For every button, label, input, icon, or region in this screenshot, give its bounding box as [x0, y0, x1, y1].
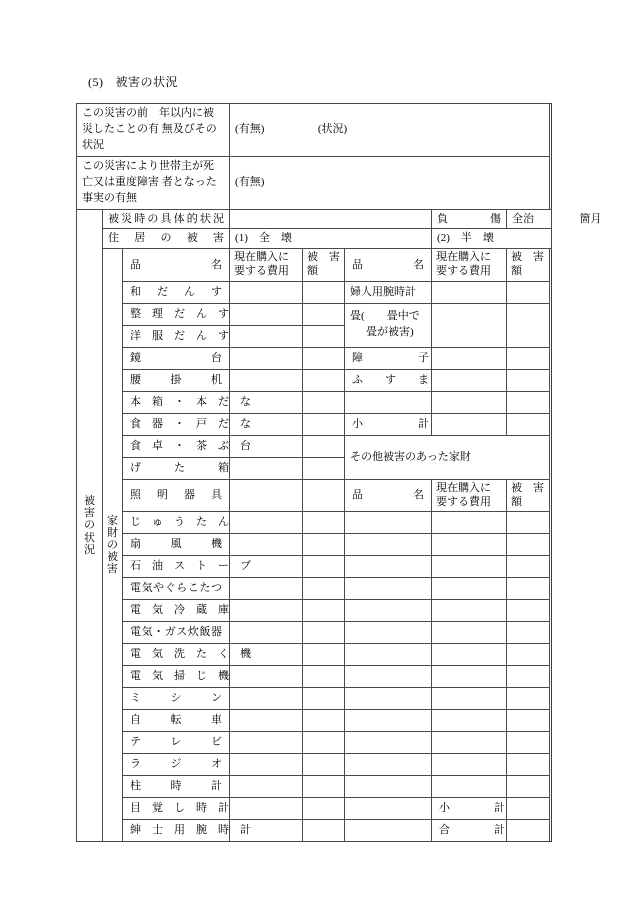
left-item-name-cell — [123, 479, 230, 512]
left-item-cost-cell[interactable] — [230, 347, 303, 369]
row-situation — [77, 209, 552, 229]
left-item-cost-cell[interactable] — [230, 457, 303, 479]
right-blank-name-cell[interactable] — [345, 556, 432, 578]
table-row — [77, 391, 552, 413]
grand-total-label-cell — [432, 820, 507, 842]
left-item-damage-cell[interactable] — [303, 644, 345, 666]
left-item-damage-cell[interactable] — [303, 622, 345, 644]
left-item-name-cell — [123, 776, 230, 798]
right-item-cost-cell[interactable] — [432, 347, 507, 369]
other-household-goods-label: その他被害のあった家財 — [350, 450, 471, 463]
header-left-purchase-cost — [230, 249, 303, 282]
left-item-damage-cell[interactable] — [303, 710, 345, 732]
left-item-cost-cell[interactable] — [230, 754, 303, 776]
left-item-name-cell — [123, 391, 251, 413]
header-right-cost-line1: 現在購入に — [436, 251, 492, 264]
header-right-item-name-text: 品 名 — [352, 258, 425, 271]
left-item-label: げ た 箱 — [130, 461, 229, 474]
left-item-cost-cell[interactable] — [230, 600, 303, 622]
prior-damage-presence: (有無) — [235, 123, 265, 136]
left-item-damage-cell[interactable] — [303, 413, 345, 435]
right-blank-cost-cell[interactable] — [432, 754, 507, 776]
left-item-name-cell — [123, 820, 251, 842]
table-row — [77, 534, 552, 556]
left-item-cost-cell[interactable] — [230, 369, 303, 391]
right-blank-name-cell[interactable] — [345, 688, 432, 710]
death-disability-label-cell — [77, 156, 230, 209]
left-item-cost-cell[interactable] — [230, 512, 303, 534]
left-item-label: 電 気 冷 蔵 庫 — [130, 604, 229, 617]
left-item-name-cell — [123, 369, 230, 391]
right-blank-damage-cell[interactable] — [507, 556, 550, 578]
table-row — [77, 710, 552, 732]
left-item-damage-cell[interactable] — [303, 303, 345, 325]
inner-label-char-3: 被 — [107, 551, 118, 564]
left-item-name-cell — [123, 666, 230, 688]
dwelling-label-cell — [103, 229, 230, 249]
left-item-label: 扇 風 機 — [130, 538, 223, 551]
tatami-label-line2: 畳が被害) — [366, 326, 414, 339]
dwelling-option2: (2) 半 壊 — [437, 232, 494, 245]
left-item-label: テ レ ビ — [130, 736, 223, 749]
left-item-damage-cell[interactable] — [303, 369, 345, 391]
table-row — [77, 666, 552, 688]
recovery-row-inner — [507, 210, 602, 229]
dwelling-option1-cell[interactable] — [230, 229, 432, 249]
right-blank-damage-cell[interactable] — [507, 776, 550, 798]
left-item-label: 整 理 だ ん す — [130, 307, 229, 320]
left-item-label: 電 気 掃 じ 機 — [130, 670, 229, 683]
grand-total-value-cell[interactable] — [507, 820, 550, 842]
left-item-damage-cell[interactable] — [303, 556, 345, 578]
left-item-cost-cell[interactable] — [230, 798, 303, 820]
left-item-damage-cell[interactable] — [303, 578, 345, 600]
left-item-cost-cell[interactable] — [230, 325, 303, 347]
right-blank-damage-cell[interactable] — [507, 754, 550, 776]
outer-label-char-3: 状 — [84, 531, 95, 544]
table-row — [77, 281, 552, 303]
outer-label-char-0: 被 — [84, 495, 95, 508]
left-item-damage-cell[interactable] — [303, 820, 345, 842]
subtotal-value-cell[interactable] — [507, 798, 550, 820]
section-number: (5) — [88, 75, 104, 89]
right-blank-damage-cell[interactable] — [507, 644, 550, 666]
section-heading — [88, 73, 178, 90]
left-item-damage-cell[interactable] — [303, 732, 345, 754]
left-item-label: 洋 服 だ ん す — [130, 329, 229, 342]
right-subtotal-label: 小 計 — [352, 417, 430, 430]
header-left-item-name — [123, 249, 230, 282]
header-left-cost-line2: 要する費用 — [234, 265, 290, 278]
right-blank-cost-cell[interactable] — [432, 644, 507, 666]
right-blank-damage-cell[interactable] — [507, 578, 550, 600]
situation-label-cell — [103, 209, 230, 229]
right-blank-cost-cell[interactable] — [432, 622, 507, 644]
header-right2-cost-line1: 現在購入に — [436, 481, 492, 494]
header-left-item-name-text: 品 名 — [130, 258, 223, 271]
header-left-cost-line1: 現在購入に — [234, 251, 290, 264]
left-item-name-cell — [123, 325, 230, 347]
right-item-name-cell-tatami — [345, 303, 432, 347]
right-blank-damage-cell[interactable] — [507, 688, 550, 710]
left-item-cost-cell[interactable] — [230, 534, 303, 556]
situation-label: 被災時の具体的状況 — [108, 212, 225, 225]
left-item-damage-cell[interactable] — [303, 666, 345, 688]
header-right-purchase-cost — [432, 249, 507, 282]
right-blank-name-cell[interactable] — [345, 578, 432, 600]
right-blank-damage-cell[interactable] — [507, 600, 550, 622]
right-subtotal-cost-cell[interactable] — [432, 413, 507, 435]
right-blank-cost-cell[interactable] — [432, 710, 507, 732]
left-item-label: 食 器 ・ 戸 だ な — [130, 417, 251, 430]
right-item-name-cell-blank[interactable] — [345, 391, 432, 413]
prior-damage-label-cell — [77, 104, 230, 157]
dwelling-option1: (1) 全 壊 — [235, 232, 292, 245]
right-item-name-cell — [345, 281, 432, 303]
left-item-label: 食 卓 ・ 茶 ぶ 台 — [130, 439, 251, 452]
right-item-damage-cell[interactable] — [507, 369, 550, 391]
left-item-name-cell — [123, 347, 230, 369]
right-blank-name-cell[interactable] — [345, 820, 432, 842]
left-item-label: 電 気 洗 た く 機 — [130, 648, 251, 661]
left-item-damage-cell[interactable] — [303, 512, 345, 534]
left-item-label: 和 だ ん す — [130, 285, 223, 298]
left-item-name-cell — [123, 457, 230, 479]
left-item-damage-cell[interactable] — [303, 600, 345, 622]
right-blank-damage-cell[interactable] — [507, 512, 550, 534]
table-row — [77, 776, 552, 798]
right-blank-name-cell[interactable] — [345, 512, 432, 534]
left-item-damage-cell[interactable] — [303, 347, 345, 369]
table-row — [77, 479, 552, 512]
death-disability-value-cell[interactable] — [230, 156, 550, 209]
header-right-damage-amount — [507, 249, 550, 282]
right-item-cost-cell[interactable] — [432, 391, 507, 413]
row-death-disability — [77, 156, 552, 209]
right-blank-name-cell[interactable] — [345, 798, 432, 820]
header-right-damage-line2: 額 — [511, 265, 523, 278]
right-blank-cost-cell[interactable] — [432, 534, 507, 556]
table-row — [77, 413, 552, 435]
left-item-name-cell — [123, 281, 230, 303]
right-blank-damage-cell[interactable] — [507, 534, 550, 556]
inner-label-char-2: の — [107, 539, 118, 552]
right-blank-damage-cell[interactable] — [507, 732, 550, 754]
right-item-label — [345, 400, 431, 404]
header-right2-item-name-text: 品 名 — [352, 489, 425, 502]
right-blank-cost-cell[interactable] — [432, 556, 507, 578]
header-left-damage-line1: 被 害 — [307, 251, 341, 264]
header-left-damage-line2: 額 — [307, 265, 319, 278]
left-item-name-cell — [123, 754, 230, 776]
prior-damage-label-line1: この災害の前 年以内に被災したことの有 — [82, 107, 214, 135]
right-blank-cost-cell[interactable] — [432, 776, 507, 798]
header-right2-item-name — [345, 479, 432, 512]
situation-value-cell[interactable] — [230, 209, 432, 229]
right-item-label: ふ す ま — [352, 373, 430, 386]
right-item-label: 障 子 — [352, 351, 430, 364]
table-row — [77, 798, 552, 820]
left-item-name-cell — [123, 644, 251, 666]
left-item-label: ミ シ ン — [130, 692, 223, 705]
inner-label-char-1: 財 — [107, 527, 118, 540]
tatami-label-line1: 畳( 畳中で — [350, 310, 420, 323]
right-blank-name-cell[interactable] — [345, 622, 432, 644]
left-item-damage-cell[interactable] — [303, 776, 345, 798]
inner-vertical-label-cell — [103, 249, 123, 842]
section-title: 被害の状況 — [115, 75, 179, 89]
row-column-headers — [77, 249, 552, 282]
left-item-label: じ ゅ う た ん — [130, 516, 229, 529]
left-item-damage-cell[interactable] — [303, 435, 345, 457]
left-item-label: 鏡 台 — [130, 351, 223, 364]
left-item-cost-cell[interactable] — [230, 710, 303, 732]
left-item-damage-cell[interactable] — [303, 391, 345, 413]
right-blank-name-cell[interactable] — [345, 644, 432, 666]
left-item-cost-cell[interactable] — [230, 479, 303, 512]
right-item-damage-cell[interactable] — [507, 391, 550, 413]
left-item-name-cell — [123, 534, 230, 556]
table-row — [77, 556, 552, 578]
outer-label-char-2: の — [84, 519, 95, 532]
right-blank-name-cell[interactable] — [345, 732, 432, 754]
left-item-cost-cell[interactable] — [230, 776, 303, 798]
right-item-name-cell — [345, 347, 432, 369]
left-item-damage-cell[interactable] — [303, 457, 345, 479]
left-item-cost-cell[interactable] — [230, 688, 303, 710]
left-item-label: ラ ジ オ — [130, 758, 223, 771]
death-disability-label-line1: この災害により世帯主が死亡又は重度障害 — [82, 159, 214, 188]
table-row — [77, 732, 552, 754]
damage-situation-form — [76, 103, 602, 842]
right-blank-name-cell[interactable] — [345, 600, 432, 622]
left-item-label: 電気・ガス炊飯器 — [130, 626, 223, 639]
right-item-cost-cell[interactable] — [432, 303, 507, 347]
left-item-label: 目 覚 し 時 計 — [130, 802, 229, 815]
left-item-label: 紳 士 用 腕 時 計 — [130, 824, 251, 837]
left-item-label: 自 転 車 — [130, 714, 223, 727]
left-item-damage-cell[interactable] — [303, 754, 345, 776]
outer-label-char-4: 況 — [84, 543, 95, 556]
left-item-label: 石 油 ス ト ー ブ — [130, 560, 251, 573]
left-item-name-cell — [123, 413, 251, 435]
right-blank-cost-cell[interactable] — [432, 688, 507, 710]
table-row — [77, 688, 552, 710]
death-disability-presence: (有無) — [235, 176, 265, 189]
prior-damage-value-cell[interactable] — [230, 104, 550, 157]
left-item-label: 電気やぐらこたつ — [130, 582, 223, 595]
right-blank-cost-cell[interactable] — [432, 512, 507, 534]
header-right2-purchase-cost — [432, 479, 507, 512]
inner-label-char-4: 害 — [107, 563, 118, 576]
table-row — [77, 578, 552, 600]
left-item-name-cell — [123, 578, 230, 600]
table-row — [77, 303, 552, 325]
subtotal-label-cell — [432, 798, 507, 820]
header-right-item-name — [345, 249, 432, 282]
right-blank-name-cell[interactable] — [345, 534, 432, 556]
row-prior-damage — [77, 104, 552, 157]
recovery-cell[interactable] — [507, 209, 602, 229]
left-item-name-cell — [123, 688, 230, 710]
right-blank-damage-cell[interactable] — [507, 666, 550, 688]
header-right2-damage-line2: 額 — [511, 495, 523, 508]
left-item-name-cell — [123, 512, 230, 534]
header-right2-damage-line1: 被 害 — [511, 481, 545, 494]
table-row — [77, 754, 552, 776]
table-row — [77, 820, 552, 842]
left-item-cost-cell[interactable] — [230, 622, 303, 644]
left-item-label: 本 箱 ・ 本 だ な — [130, 395, 251, 408]
left-item-label: 柱 時 計 — [130, 780, 223, 793]
inner-label-char-0: 家 — [107, 515, 118, 528]
grand-total-label: 合 計 — [439, 824, 506, 837]
subtotal-label: 小 計 — [439, 802, 506, 815]
header-right-cost-line2: 要する費用 — [436, 265, 492, 278]
left-item-name-cell — [123, 622, 230, 644]
right-blank-name-cell[interactable] — [345, 754, 432, 776]
injury-label-cell — [432, 209, 507, 229]
recovery-label: 全治 — [512, 212, 535, 225]
left-item-damage-cell[interactable] — [303, 281, 345, 303]
left-item-damage-cell[interactable] — [303, 688, 345, 710]
left-item-name-cell — [123, 600, 230, 622]
table-row — [77, 600, 552, 622]
left-item-label: 腰 掛 机 — [130, 373, 223, 386]
table-row — [77, 622, 552, 644]
left-item-cost-cell[interactable] — [230, 732, 303, 754]
left-item-damage-cell[interactable] — [303, 479, 345, 512]
right-subtotal-label-cell — [345, 413, 432, 435]
right-blank-cost-cell[interactable] — [432, 578, 507, 600]
left-item-damage-cell[interactable] — [303, 798, 345, 820]
right-item-damage-cell[interactable] — [507, 347, 550, 369]
left-item-name-cell — [123, 435, 251, 457]
right-blank-name-cell[interactable] — [345, 666, 432, 688]
outer-vertical-label — [77, 495, 102, 555]
left-item-name-cell — [123, 710, 230, 732]
table-row — [77, 369, 552, 391]
right-blank-cost-cell[interactable] — [432, 732, 507, 754]
right-item-cost-cell[interactable] — [432, 369, 507, 391]
outer-vertical-label-cell — [77, 209, 103, 842]
left-item-cost-cell[interactable] — [230, 578, 303, 600]
other-household-goods-cell — [345, 435, 550, 479]
right-item-cost-cell[interactable] — [432, 281, 507, 303]
right-blank-cost-cell[interactable] — [432, 666, 507, 688]
left-item-name-cell — [123, 732, 230, 754]
left-item-cost-cell[interactable] — [230, 281, 303, 303]
table-row — [77, 512, 552, 534]
right-item-name-cell — [345, 369, 432, 391]
table-row — [77, 347, 552, 369]
right-blank-name-cell[interactable] — [345, 710, 432, 732]
left-item-name-cell — [123, 798, 230, 820]
right-item-damage-cell[interactable] — [507, 303, 550, 347]
outer-label-char-1: 害 — [84, 507, 95, 520]
injury-label: 負 傷 — [437, 212, 502, 225]
inner-vertical-label — [103, 515, 122, 575]
right-subtotal-damage-cell[interactable] — [507, 413, 550, 435]
right-blank-name-cell[interactable] — [345, 776, 432, 798]
row-dwelling-damage — [77, 229, 552, 249]
table-row — [77, 435, 552, 457]
left-item-label: 照 明 器 具 — [130, 489, 223, 502]
left-item-damage-cell[interactable] — [303, 534, 345, 556]
header-right2-cost-line2: 要する費用 — [436, 495, 492, 508]
right-blank-cost-cell[interactable] — [432, 600, 507, 622]
left-item-name-cell — [123, 556, 251, 578]
months-label: 箇月 — [579, 212, 602, 225]
prior-damage-label-line2: 無及びその状況 — [82, 122, 217, 151]
right-item-damage-cell[interactable] — [507, 281, 550, 303]
left-item-cost-cell[interactable] — [230, 666, 303, 688]
prior-damage-situation: (状況) — [317, 123, 348, 136]
right-blank-damage-cell[interactable] — [507, 622, 550, 644]
header-right-damage-line1: 被 害 — [511, 251, 545, 264]
dwelling-label: 住 居 の 被 害 — [108, 232, 225, 245]
table-row — [77, 644, 552, 666]
header-right2-damage-amount — [507, 479, 550, 512]
left-item-name-cell — [123, 303, 230, 325]
left-item-damage-cell[interactable] — [303, 325, 345, 347]
header-left-damage-amount — [303, 249, 345, 282]
right-blank-damage-cell[interactable] — [507, 710, 550, 732]
dwelling-option2-cell[interactable] — [432, 229, 552, 249]
situation-value — [230, 217, 431, 221]
death-disability-label-line2: 者となった事実の有無 — [82, 175, 217, 204]
right-item-label: 婦人用腕時計 — [350, 285, 417, 298]
left-item-cost-cell[interactable] — [230, 303, 303, 325]
